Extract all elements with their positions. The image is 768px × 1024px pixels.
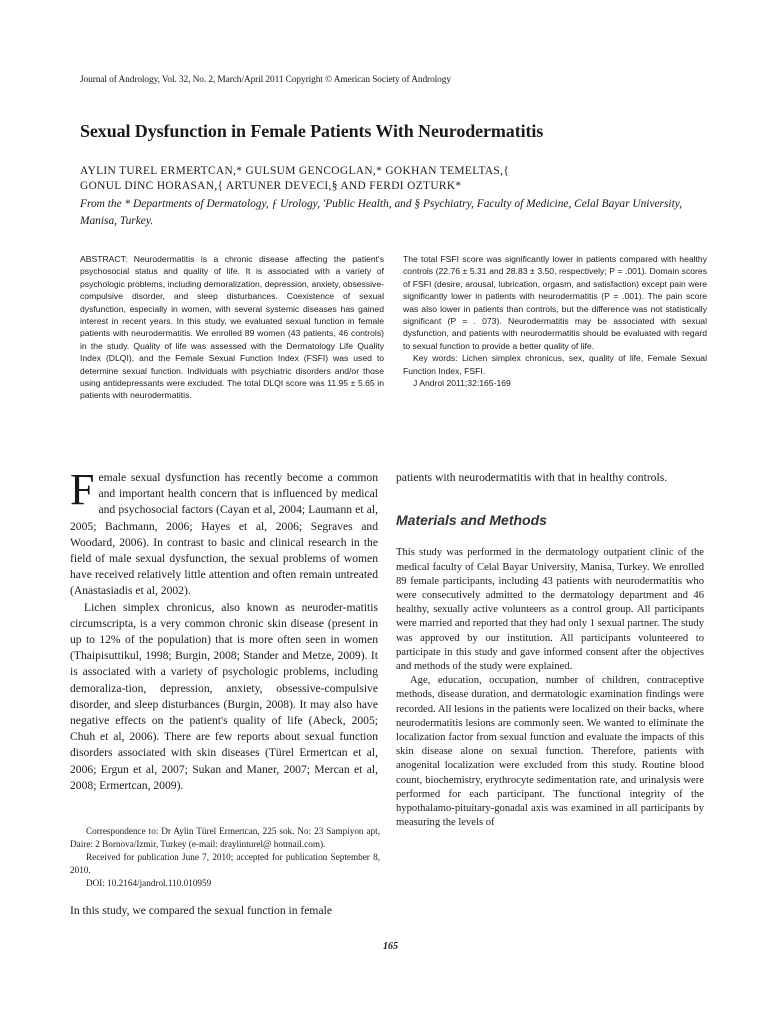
abstract-right-column [403, 253, 707, 389]
received-note: Received for publication June 7, 2010; accepted for publication September 8, 2010. [70, 852, 380, 875]
article-title: Sexual Dysfunction in Female Patients With Neurodermatitis [80, 121, 544, 141]
body-right-column [396, 470, 704, 830]
methods-paragraph-1: This study was performed in the dermatology outpatient clinic of the medical faculty of Celal Bayar University, Manisa, Turkey. We enrolled 89 female participants, including 43 patients with neurodermatitis who were consecutively admitted to the dermatology department and 46 healthy, sexually active volunteers as a control group. All participants were married and reported that they had only 1 sexual partner. The study was approved by our institution. All participants volunteered to participate in this study and gave informed consent after the objectives and methods of the study were explained. [396, 547, 704, 673]
affiliation: From the * Departments of Dermatology, ƒ Urology, 'Public Health, and § Psychiatry, Faculty of Medicine, Celal Bayar University, Manisa, Turkey. [80, 198, 683, 227]
abstract-left-column [80, 253, 384, 402]
page-number: 165 [383, 941, 398, 952]
intro-last-line: In this study, we compared the sexual function in female [70, 904, 332, 917]
doi-note: DOI: 10.2164/jandrol.110.010959 [86, 878, 212, 888]
abstract-text-right: The total FSFI score was significantly lower in patients compared with healthy controls (22.76 ± 5.31 and 28.83 ± 3.50, respectively; P = .001). Domain scores of FSFI (desire, arousal, lubrication, orgasm, and satisfaction) except pain were significantly lower in patients with neurodermatitis (P = .001). The pain score was also lower in patients than controls, but the difference was not statistically significant (P = . 073). Neurodermatitis may be associated with sexual dysfunction, and patients with neurodermatitis should be evaluated with regard to sexual function to provide a better quality of life. [403, 254, 707, 351]
correspondence-note: Correspondence to: Dr Aylin Türel Ermertcan, 225 sok. No: 23 Sampiyon apt, Daire: 2 Bornova/Izmir, Turkey (e-mail: draylinturel@ hotmail.com). [70, 826, 380, 849]
abstract-keywords: Key words: Lichen simplex chronicus, sex, quality of life, Female Sexual Function Index, FSFI. [403, 353, 707, 376]
intro-paragraph-1-text: emale sexual dysfunction has recently become a common and important health concern that is influenced by medical and psychosocial factors (Cayan et al, 2004; Laumann et al, 2005; Bachmann, 2006; Hayes et al, 2006; Segraves and Woodard, 2006). In contrast to basic and clinical research in the field of male sexual dysfunction, the sexual problems of women have received relatively little attention and often remain untreated (Anastasiadis et al, 2002). [70, 471, 378, 598]
drop-cap: F [70, 465, 95, 514]
intro-paragraph-1 [70, 465, 378, 600]
intro-continuation: patients with neurodermatitis with that in healthy controls. [396, 471, 668, 484]
running-head: Journal of Andrology, Vol. 32, No. 2, March/April 2011 Copyright © American Society of Andrology [80, 75, 451, 85]
author-list [80, 164, 710, 194]
abstract-text-left: ABSTRACT: Neurodermatitis is a chronic disease affecting the patient's psychosocial status and quality of life. It is associated with a variety of psychologic problems, including demoralization, depression, anxiety, obsessive-compulsive disorder, and sleep disturbances. Coexistence of sexual dysfunction, especially in women, with several systemic diseases has gained interest in recent years. In this study, we evaluated sexual function in female patients with neurodermatitis. We enrolled 89 women (43 patients, 46 controls) in the study. Quality of life was assessed with the Dermatology Life Quality Index (DLQI), and the Female Sexual Function Index (FSFI) was used to determine sexual function. Individuals with psychiatric disorders and/or those using antidepressants were excluded. The total DLQI score was 11.95 ± 5.65 in patients with neurodermatitis. [80, 254, 384, 401]
body-left-column [70, 465, 378, 794]
intro-paragraph-2: Lichen simplex chronicus, also known as neuroder-matitis circumscripta, is a very common chronic skin disease (present in up to 12% of the population) that is more often seen in women (Thaipisuttikul, 1998; Burgin, 2008; Stander and Metze, 2009). It is associated with a variety of psychologic problems, including demoraliza-tion, depression, anxiety, obsessive-compulsive disorder, and sleep disturbances (Burgin, 2008). It may also have negative effects on the patient's quality of life (Abeck, 2005; Chuh et al, 2006). There are few reports about sexual function disorders associated with skin diseases (Türel Ermertcan et al, 2006; Ergun et al, 2007; Sukan and Maner, 2007; Mercan et al, 2008; Ermertcan, 2009). [70, 600, 378, 792]
author-line-2: GONUL DINC HORASAN,{ ARTUNER DEVECI,§ AND FERDI OZTURK* [80, 180, 462, 192]
footnotes [70, 825, 380, 890]
methods-heading: Materials and Methods [396, 512, 547, 529]
methods-paragraph-2: Age, education, occupation, number of children, contraceptive methods, disease duration, and dermatologic examination findings were recorded. All lesions in the patients were localized on their backs, where neurodermatitis lesions are commonly seen. We wanted to eliminate the localization factor from sexual function and evaluate the impacts of this skin disease alone on sexual function. Therefore, patients with anogenital localization were excluded from this study. Routine blood count, biochemistry, erythrocyte sedimentation rate, and urinalysis were performed for each participant. The functional integrity of the hypothalamo-pituitary-gonadal axis was examined in all participants by measuring the levels of [396, 675, 704, 829]
author-line-1: AYLIN TUREL ERMERTCAN,* GULSUM GENCOGLAN,* GOKHAN TEMELTAS,{ [80, 165, 510, 177]
abstract-citation: J Androl 2011;32:165-169 [413, 378, 511, 389]
